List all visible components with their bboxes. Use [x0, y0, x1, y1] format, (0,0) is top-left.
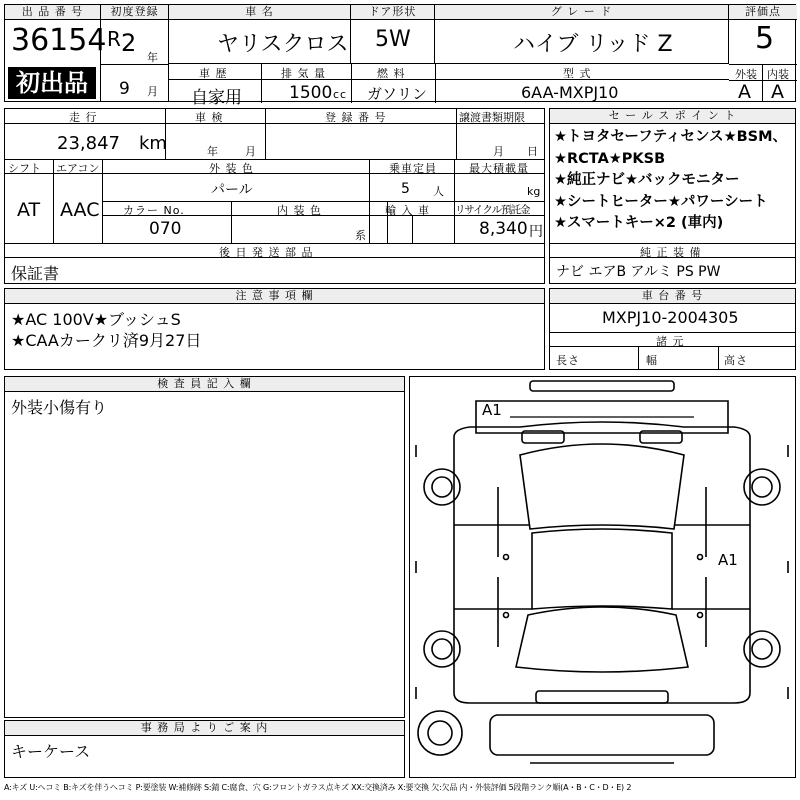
- sales-points-label: セ ー ル ス ポ イ ン ト: [550, 109, 795, 124]
- notes-label: 注 意 事 項 欄: [5, 289, 544, 304]
- fuel: ガソリン: [367, 85, 428, 103]
- equipment: ナビ エアB アルミ PS PW: [556, 264, 721, 280]
- sales-points-block: [549, 108, 796, 284]
- chassis-label: 車 台 番 号: [550, 289, 795, 304]
- history: 自家用: [191, 88, 242, 108]
- lot-cell: [5, 5, 107, 101]
- month-unit: 月: [147, 85, 159, 98]
- office-label: 事 務 局 よ り ご 案 内: [5, 721, 404, 736]
- ac-label: エアコン: [56, 162, 100, 175]
- plate-label: 登 録 番 号: [325, 111, 387, 124]
- color-number-label: カラー No.: [123, 204, 185, 217]
- mileage: 23,847: [57, 133, 120, 154]
- history-label: 車 歴: [199, 67, 228, 80]
- year-unit: 年: [147, 51, 159, 64]
- color-number: 070: [149, 219, 182, 239]
- interior-grade: A: [771, 81, 784, 103]
- note-line: ★AC 100V★ブッシュS: [11, 310, 181, 329]
- header-block: [4, 4, 796, 108]
- inspector-block: [4, 376, 405, 718]
- seats-unit: 人: [433, 185, 445, 198]
- era: R: [107, 27, 121, 51]
- sales-point-line: ★RCTA★PKSB: [554, 150, 666, 167]
- fuel-label: 燃 料: [377, 67, 406, 80]
- office-block: [4, 720, 405, 778]
- note-line: ★CAAカークリ済9月27日: [11, 331, 202, 350]
- legend: A:キズ U:ヘコミ B:キズを伴うヘコミ P:要塗装 W:補修跡 S:錆 C:腐食、穴 G:フロントガラス点キズ XX:交換済み X:要交換 欠:欠品 内・外装評価 5段階ランク順(A・B・C・D・E) 2: [4, 783, 632, 792]
- notes-block: [4, 288, 545, 370]
- inspector-label: 検 査 員 記 入 欄: [5, 377, 404, 392]
- shift-label: シフト: [8, 162, 41, 175]
- dimensions-label: 諸 元: [656, 335, 685, 348]
- recycle-label: リサイクル預託金: [455, 204, 530, 216]
- sales-point-line: ★トヨタセーフティセンス★BSM、: [554, 129, 788, 145]
- row2: [169, 64, 729, 108]
- reg-year: 2: [121, 29, 137, 57]
- length-label: 長さ: [556, 354, 580, 367]
- door-cell: [351, 5, 435, 64]
- first-listing-badge: 初出品: [8, 67, 96, 99]
- cc-label: 排 気 量: [281, 67, 326, 80]
- model-label: 型 式: [563, 67, 592, 80]
- car-name-cell: [169, 5, 351, 64]
- sales-point-line: ★純正ナビ★バックモニター: [554, 172, 740, 188]
- inspection-label: 車 検: [195, 111, 224, 124]
- air-conditioner: AAC: [60, 199, 100, 221]
- exterior-label: 外装: [735, 68, 757, 81]
- displacement: 1500: [289, 83, 333, 103]
- recycle-fee: 8,340: [479, 219, 528, 239]
- sales-point-line: ★シートヒーター★パワーシート: [554, 193, 768, 210]
- lot-label: 出 品 番 号: [5, 5, 100, 20]
- cc-unit: cc: [333, 88, 348, 101]
- car-name-label: 車 名: [169, 5, 350, 20]
- color-label: 外 装 色: [209, 162, 254, 175]
- score: 5: [755, 21, 775, 56]
- notes-list: [11, 309, 201, 351]
- yen-unit: 円: [529, 224, 543, 240]
- seats: 5: [401, 181, 410, 197]
- grade-label: グ レ ー ド: [435, 5, 728, 20]
- grade: ハイブ リッド Z: [513, 32, 673, 57]
- damage-mark-right-door: A1: [718, 551, 738, 569]
- sales-points-list: [554, 127, 787, 235]
- height-label: 高さ: [724, 354, 748, 367]
- chassis-block: [549, 288, 796, 370]
- transfer-label: 譲渡書類期限: [459, 111, 525, 124]
- mileage-label: 走 行: [69, 111, 98, 124]
- door-type: 5W: [375, 27, 411, 52]
- transfer-day-unit: 日: [527, 145, 539, 158]
- inspector-notes: 外装小傷有り: [11, 398, 108, 417]
- car-name: ヤリスクロス: [217, 32, 349, 57]
- reg-month: 9: [119, 79, 130, 99]
- later-parts-label: 後 日 発 送 部 品: [219, 246, 314, 259]
- import-label: 輸 入 車: [385, 204, 430, 217]
- score-label: 評価点: [729, 5, 797, 20]
- shift: AT: [17, 199, 41, 221]
- sales-point-line: ★スマートキー×2 (車内): [554, 215, 724, 231]
- inspection-year-unit: 年: [207, 145, 219, 158]
- registration-label: 初度登録: [101, 5, 168, 20]
- load-unit: kg: [527, 185, 541, 198]
- grade-cell: [435, 5, 729, 64]
- interior-color-label: 内 装 色: [277, 204, 322, 217]
- seats-label: 乗車定員: [389, 162, 437, 175]
- transfer-month-unit: 月: [493, 145, 505, 158]
- later-parts: 保証書: [11, 264, 60, 283]
- car-diagram: [409, 376, 796, 778]
- inspection-month-unit: 月: [245, 145, 257, 158]
- exterior-grade: A: [738, 81, 751, 103]
- model-code: 6AA-MXPJ10: [521, 83, 619, 102]
- lot-number: 36154: [11, 23, 107, 58]
- door-label: ドア形状: [351, 5, 434, 20]
- damage-mark-front: A1: [482, 401, 502, 419]
- chassis-number: MXPJ10-2004305: [602, 308, 739, 327]
- load-label: 最大積載量: [469, 162, 529, 175]
- width-label: 幅: [646, 354, 658, 367]
- interior-color-unit: 系: [355, 229, 367, 242]
- score-cell: [729, 5, 797, 101]
- office-note: キーケース: [11, 742, 91, 761]
- exterior-color: パール: [211, 182, 253, 198]
- detail-block: [4, 108, 545, 284]
- equipment-label: 純 正 装 備: [640, 246, 702, 259]
- mileage-unit: km: [139, 133, 167, 154]
- registration-cell: [101, 5, 169, 101]
- interior-label: 内装: [767, 68, 789, 81]
